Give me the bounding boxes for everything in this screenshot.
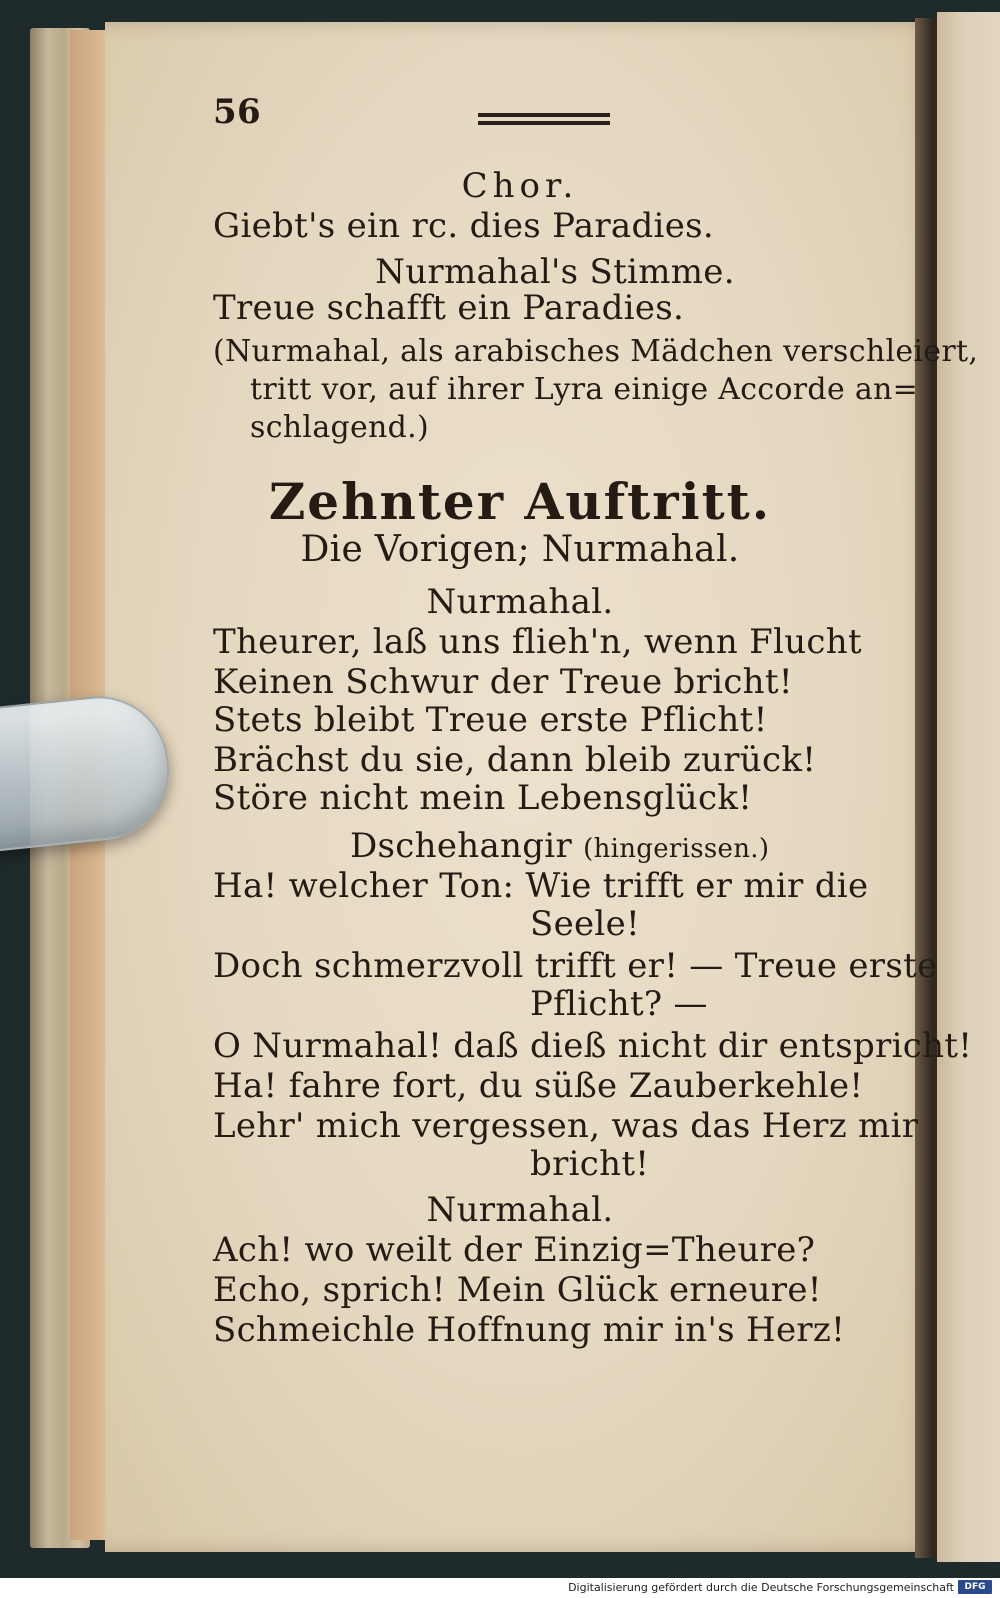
speaker-heading: Nurmahal. bbox=[426, 1190, 614, 1230]
cast-line: Die Vorigen; Nurmahal. bbox=[300, 529, 740, 570]
stage-direction: tritt vor, auf ihrer Lyra einige Accorde an= bbox=[250, 372, 919, 407]
verse-line: O Nurmahal! daß dieß nicht dir entspricht! bbox=[213, 1026, 973, 1066]
page-number: 56 bbox=[213, 92, 261, 132]
funding-credit: Digitalisierung gefördert durch die Deutsche Forschungsgemeinschaft bbox=[568, 1581, 954, 1594]
verse-line-continuation: Pflicht? — bbox=[530, 984, 708, 1024]
speaker-name: Dschehangir bbox=[350, 826, 573, 866]
verse-line: Treue schafft ein Paradies. bbox=[213, 288, 685, 328]
verse-line-continuation: bricht! bbox=[530, 1144, 650, 1184]
dfg-logo: DFG bbox=[958, 1580, 992, 1594]
verse-line: Störe nicht mein Lebensglück! bbox=[213, 778, 753, 818]
speaker-heading bbox=[350, 826, 769, 869]
verse-line: Stets bleibt Treue erste Pflicht! bbox=[213, 700, 768, 740]
verse-line: Keinen Schwur der Treue bricht! bbox=[213, 662, 793, 702]
verse-line: Ach! wo weilt der Einzig=Theure? bbox=[213, 1230, 816, 1270]
chorus-heading: Chor. bbox=[461, 166, 579, 206]
voice-heading: Nurmahal's Stimme. bbox=[375, 252, 735, 292]
header-rule bbox=[478, 121, 610, 125]
act-heading: Zehnter Auftritt. bbox=[268, 472, 772, 531]
verse-line: Theurer, laß uns flieh'n, wenn Flucht bbox=[213, 622, 862, 662]
header-rule bbox=[478, 113, 610, 117]
speaker-heading: Nurmahal. bbox=[426, 582, 614, 622]
verse-line: Doch schmerzvoll trifft er! — Treue erste bbox=[213, 946, 938, 986]
verse-line: Echo, sprich! Mein Glück erneure! bbox=[213, 1270, 822, 1310]
stage-direction: (Nurmahal, als arabisches Mädchen verschleiert, bbox=[213, 334, 979, 369]
stage-direction: schlagend.) bbox=[250, 410, 430, 445]
verse-line: Lehr' mich vergessen, was das Herz mir bbox=[213, 1106, 919, 1146]
verse-line: Ha! welcher Ton: Wie trifft er mir die bbox=[213, 866, 869, 906]
speaker-direction: (hingerissen.) bbox=[583, 834, 770, 864]
verse-line-continuation: Seele! bbox=[530, 904, 640, 944]
verse-line: Ha! fahre fort, du süße Zauberkehle! bbox=[213, 1066, 864, 1106]
verse-line: Brächst du sie, dann bleib zurück! bbox=[213, 740, 817, 780]
verse-line: Schmeichle Hoffnung mir in's Herz! bbox=[213, 1310, 846, 1350]
verse-line: Giebt's ein rc. dies Paradies. bbox=[213, 206, 714, 246]
